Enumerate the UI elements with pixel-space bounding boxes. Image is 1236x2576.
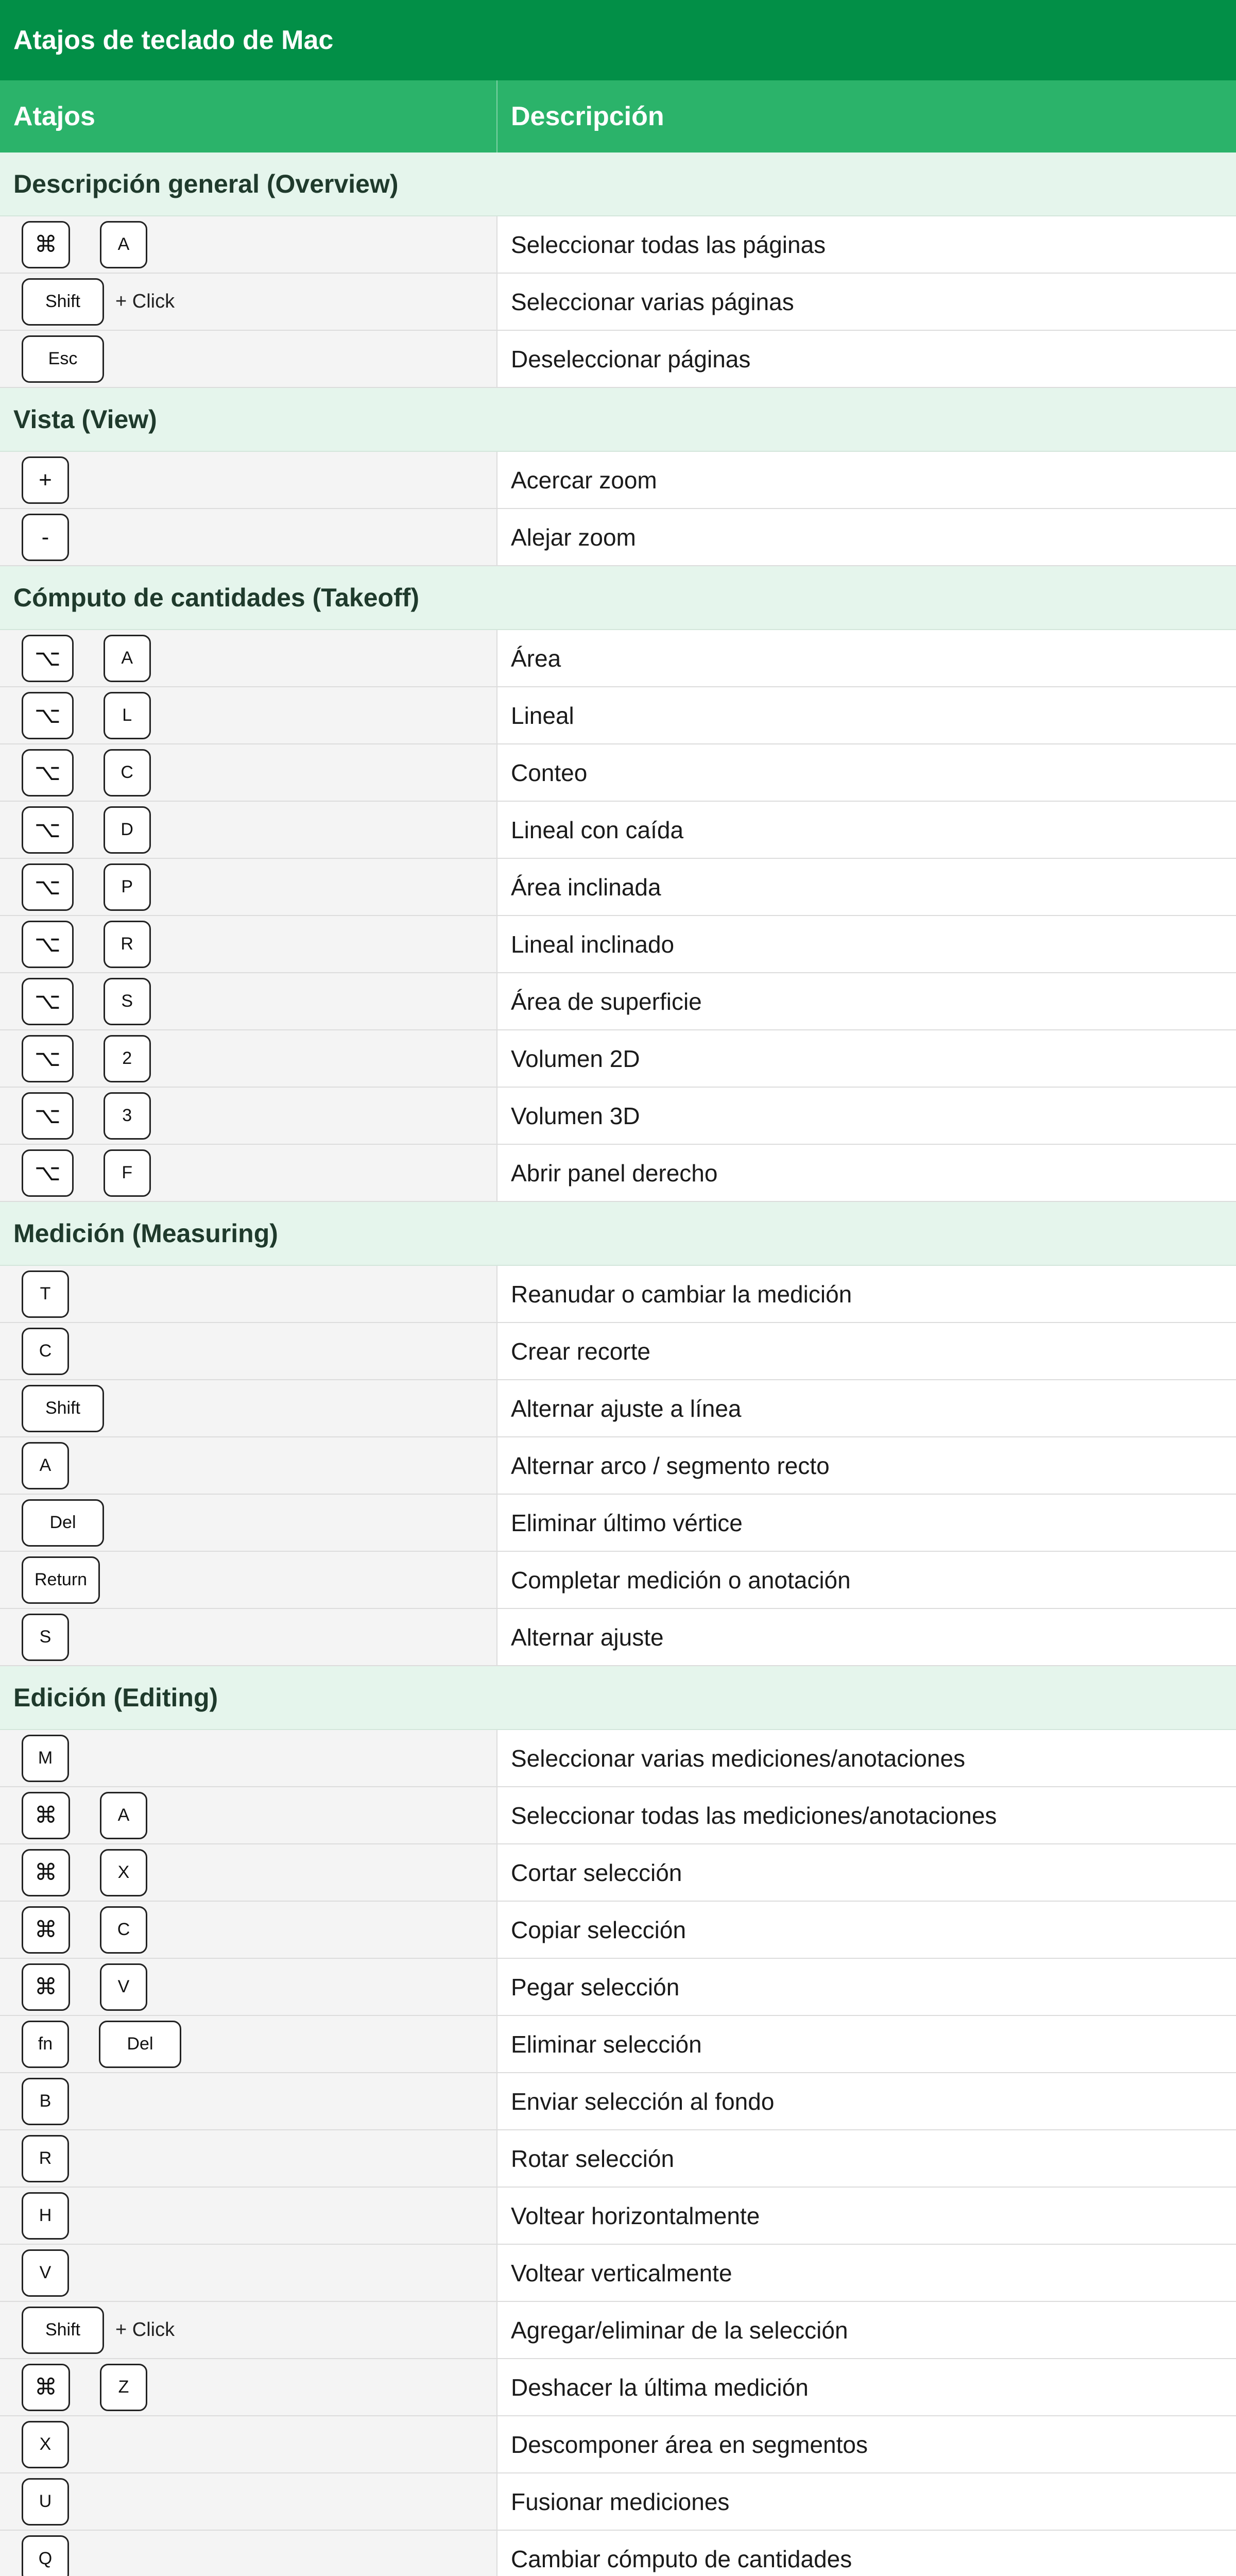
table-row	[0, 2531, 1236, 2576]
table-row	[0, 687, 1236, 744]
keycap: 2	[104, 1035, 151, 1082]
shortcut-description: Eliminar selección	[497, 2016, 1236, 2072]
shortcut-keys-cell	[0, 1088, 497, 1144]
sections-container	[0, 152, 1236, 2576]
table-row	[0, 916, 1236, 973]
shortcut-keys-cell	[0, 1266, 497, 1322]
shortcut-description: Área de superficie	[497, 973, 1236, 1029]
page-title: Atajos de teclado de Mac	[0, 0, 1236, 80]
table-row	[0, 2359, 1236, 2416]
table-row	[0, 1495, 1236, 1552]
table-row	[0, 509, 1236, 566]
keycap: U	[22, 2478, 69, 2526]
keycap: S	[104, 978, 151, 1025]
keycap: F	[104, 1149, 151, 1197]
shortcut-description: Descomponer área en segmentos	[497, 2416, 1236, 2472]
shortcut-description: Voltear horizontalmente	[497, 2188, 1236, 2244]
shortcut-description: Crear recorte	[497, 1323, 1236, 1379]
shortcut-keys-cell	[0, 1902, 497, 1958]
shortcut-keys-cell	[0, 2130, 497, 2187]
shortcut-description: Alternar ajuste a línea	[497, 1380, 1236, 1436]
keycap: ⌥	[22, 692, 74, 739]
table-row	[0, 1730, 1236, 1787]
keycap: M	[22, 1735, 69, 1782]
keycap: 3	[104, 1092, 151, 1140]
keycap: T	[22, 1270, 69, 1318]
shortcut-description: Deseleccionar páginas	[497, 331, 1236, 387]
keycap: X	[100, 1849, 147, 1896]
keycap: C	[100, 1906, 147, 1954]
keycap: +	[22, 456, 69, 504]
shortcut-keys-cell	[0, 1437, 497, 1494]
keycap: C	[104, 749, 151, 796]
keycap: Del	[22, 1499, 104, 1547]
shortcut-keys-cell	[0, 2245, 497, 2301]
key-modifier-suffix: + Click	[115, 291, 175, 312]
table-row	[0, 2245, 1236, 2302]
shortcut-keys-cell	[0, 916, 497, 972]
table-row	[0, 2188, 1236, 2245]
shortcut-keys-cell	[0, 1844, 497, 1901]
table-row	[0, 1380, 1236, 1437]
keycap: D	[104, 806, 151, 854]
section-header: Edición (Editing)	[0, 1666, 1236, 1730]
keycap: ⌥	[22, 1035, 74, 1082]
keycap: ⌥	[22, 1149, 74, 1197]
table-row	[0, 331, 1236, 388]
shortcut-description: Lineal con caída	[497, 802, 1236, 858]
shortcut-keys-cell	[0, 859, 497, 915]
shortcut-description: Reanudar o cambiar la medición	[497, 1266, 1236, 1322]
keycap: ⌥	[22, 921, 74, 968]
table-row	[0, 452, 1236, 509]
shortcut-keys-cell	[0, 331, 497, 387]
keycap: ⌥	[22, 863, 74, 911]
keycap: R	[22, 2135, 69, 2182]
shortcut-keys-cell	[0, 2531, 497, 2576]
shortcut-description: Eliminar último vértice	[497, 1495, 1236, 1551]
keycap: S	[22, 1614, 69, 1661]
section-header: Medición (Measuring)	[0, 1202, 1236, 1266]
shortcut-keys-cell	[0, 1030, 497, 1087]
shortcut-description: Rotar selección	[497, 2130, 1236, 2187]
shortcut-description: Alternar arco / segmento recto	[497, 1437, 1236, 1494]
keycap: Z	[100, 2364, 147, 2411]
keycap: Shift	[22, 278, 104, 326]
shortcut-description: Volumen 2D	[497, 1030, 1236, 1087]
shortcut-keys-cell	[0, 744, 497, 801]
shortcut-keys-cell	[0, 630, 497, 686]
shortcut-keys-cell	[0, 509, 497, 565]
table-row	[0, 1030, 1236, 1088]
keycap: -	[22, 514, 69, 561]
keycap: ⌥	[22, 749, 74, 796]
shortcut-description: Seleccionar todas las páginas	[497, 216, 1236, 273]
shortcut-keys-cell	[0, 973, 497, 1029]
table-row	[0, 1959, 1236, 2016]
keycap: R	[104, 921, 151, 968]
shortcut-description: Fusionar mediciones	[497, 2473, 1236, 2530]
keycap: Shift	[22, 1385, 104, 1432]
keycap: Return	[22, 1556, 100, 1604]
shortcut-keys-cell	[0, 2302, 497, 2358]
section-header: Cómputo de cantidades (Takeoff)	[0, 566, 1236, 630]
key-modifier-suffix: + Click	[115, 2319, 175, 2341]
keycap: C	[22, 1328, 69, 1375]
shortcut-keys-cell	[0, 2073, 497, 2129]
keycap: P	[104, 863, 151, 911]
shortcut-description: Volumen 3D	[497, 1088, 1236, 1144]
shortcut-description: Alternar ajuste	[497, 1609, 1236, 1665]
table-row	[0, 1844, 1236, 1902]
shortcut-keys-cell	[0, 1552, 497, 1608]
keycap: fn	[22, 2021, 69, 2068]
shortcut-keys-cell	[0, 802, 497, 858]
shortcut-description: Seleccionar varias páginas	[497, 274, 1236, 330]
keycap: L	[104, 692, 151, 739]
shortcut-keys-cell	[0, 2473, 497, 2530]
keycap: X	[22, 2421, 69, 2468]
column-header-description: Descripción	[511, 101, 664, 131]
shortcut-keys-cell	[0, 1787, 497, 1843]
shortcut-keys-cell	[0, 1323, 497, 1379]
keycap: ⌥	[22, 635, 74, 682]
table-row	[0, 1323, 1236, 1380]
shortcut-keys-cell	[0, 274, 497, 330]
shortcut-keys-cell	[0, 216, 497, 273]
table-row	[0, 1266, 1236, 1323]
table-row	[0, 2473, 1236, 2531]
shortcut-keys-cell	[0, 1959, 497, 2015]
shortcut-keys-cell	[0, 1380, 497, 1436]
keycap: A	[104, 635, 151, 682]
keycap: ⌘	[22, 1792, 70, 1839]
shortcut-description: Cambiar cómputo de cantidades	[497, 2531, 1236, 2576]
table-row	[0, 973, 1236, 1030]
keycap: Esc	[22, 335, 104, 383]
keycap: H	[22, 2192, 69, 2240]
shortcut-keys-cell	[0, 1495, 497, 1551]
keycap: V	[22, 2249, 69, 2297]
keycap: ⌘	[22, 1849, 70, 1896]
table-row	[0, 1787, 1236, 1844]
table-row	[0, 1552, 1236, 1609]
keycap: V	[100, 1963, 147, 2011]
table-row	[0, 630, 1236, 687]
shortcut-description: Voltear verticalmente	[497, 2245, 1236, 2301]
shortcut-keys-cell	[0, 452, 497, 508]
shortcut-description: Copiar selección	[497, 1902, 1236, 1958]
column-header-shortcuts: Atajos	[0, 80, 497, 152]
table-row	[0, 1437, 1236, 1495]
table-row	[0, 1088, 1236, 1145]
shortcut-description: Abrir panel derecho	[497, 1145, 1236, 1201]
shortcut-description: Enviar selección al fondo	[497, 2073, 1236, 2129]
section-header: Descripción general (Overview)	[0, 152, 1236, 216]
keycap: Shift	[22, 2307, 104, 2354]
shortcut-description: Cortar selección	[497, 1844, 1236, 1901]
shortcut-description: Seleccionar varias mediciones/anotaciones	[497, 1730, 1236, 1786]
table-row	[0, 216, 1236, 274]
shortcut-keys-cell	[0, 2188, 497, 2244]
shortcut-description: Agregar/eliminar de la selección	[497, 2302, 1236, 2358]
shortcut-description: Completar medición o anotación	[497, 1552, 1236, 1608]
shortcut-keys-cell	[0, 1145, 497, 1201]
shortcut-description: Seleccionar todas las mediciones/anotaciones	[497, 1787, 1236, 1843]
table-row	[0, 2416, 1236, 2473]
shortcut-description: Lineal	[497, 687, 1236, 743]
keycap: A	[100, 1792, 147, 1839]
shortcut-description: Área	[497, 630, 1236, 686]
keycap: Q	[22, 2535, 69, 2576]
shortcut-keys-cell	[0, 2359, 497, 2415]
keycap: ⌥	[22, 806, 74, 854]
table-row	[0, 859, 1236, 916]
keycap: ⌥	[22, 978, 74, 1025]
shortcut-keys-cell	[0, 2416, 497, 2472]
table-row	[0, 2130, 1236, 2188]
table-row	[0, 2073, 1236, 2130]
table-row	[0, 802, 1236, 859]
shortcut-keys-cell	[0, 2016, 497, 2072]
table-row	[0, 1145, 1236, 1202]
keycap: ⌘	[22, 1906, 70, 1954]
keycap: ⌘	[22, 1963, 70, 2011]
keycap: B	[22, 2078, 69, 2125]
shortcut-description: Acercar zoom	[497, 452, 1236, 508]
shortcut-description: Deshacer la última medición	[497, 2359, 1236, 2415]
table-row	[0, 1902, 1236, 1959]
keycap: Del	[99, 2021, 181, 2068]
table-row	[0, 744, 1236, 802]
keycap: A	[22, 1442, 69, 1489]
table-row	[0, 1609, 1236, 1666]
shortcut-description: Conteo	[497, 744, 1236, 801]
keycap: ⌥	[22, 1092, 74, 1140]
table-row	[0, 2016, 1236, 2073]
keycap: ⌘	[22, 2364, 70, 2411]
shortcut-description: Alejar zoom	[497, 509, 1236, 565]
shortcut-keys-cell	[0, 1609, 497, 1665]
shortcut-description: Pegar selección	[497, 1959, 1236, 2015]
shortcut-description: Lineal inclinado	[497, 916, 1236, 972]
section-header: Vista (View)	[0, 388, 1236, 452]
keycap: ⌘	[22, 221, 70, 268]
shortcut-description: Área inclinada	[497, 859, 1236, 915]
keycap: A	[100, 221, 147, 268]
shortcut-keys-cell	[0, 687, 497, 743]
table-header	[0, 80, 1236, 152]
table-row	[0, 274, 1236, 331]
table-row	[0, 2302, 1236, 2359]
shortcut-keys-cell	[0, 1730, 497, 1786]
